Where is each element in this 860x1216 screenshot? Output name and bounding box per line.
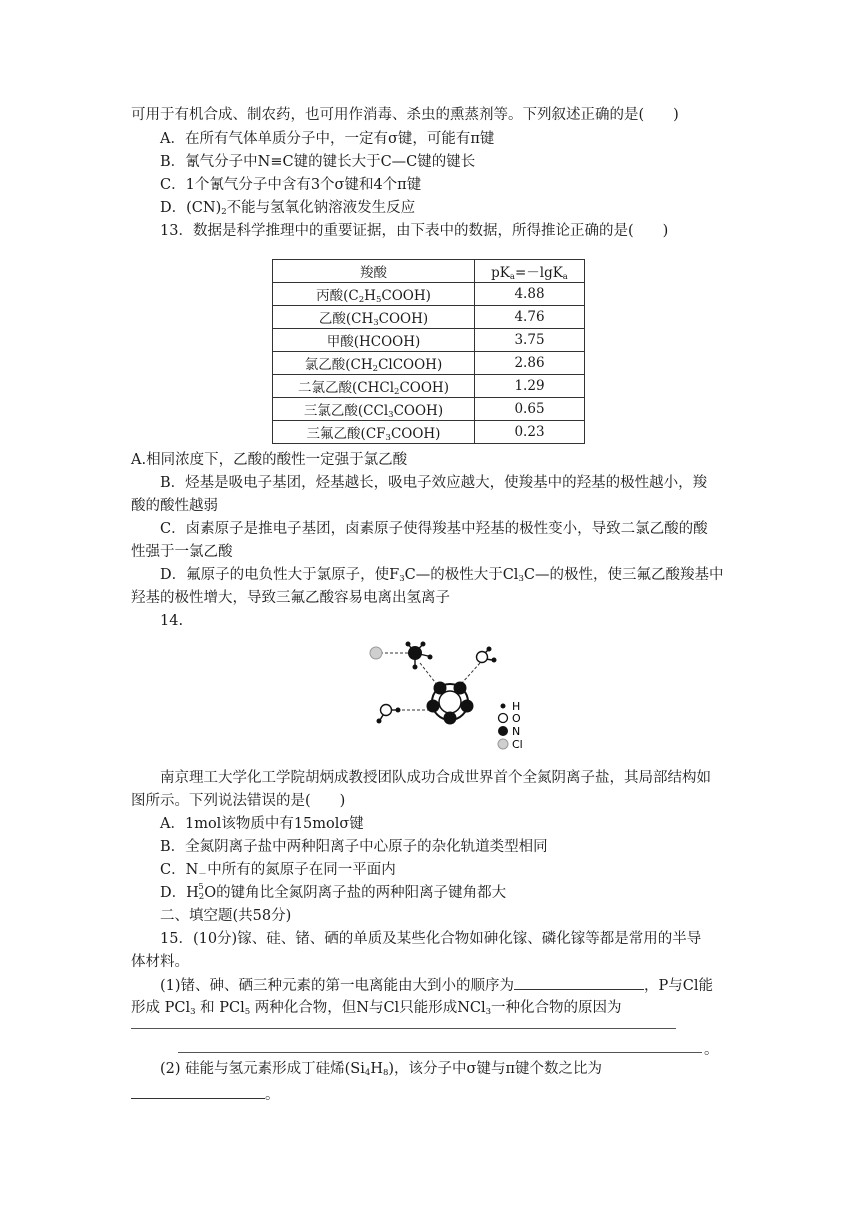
answer-blank[interactable] <box>131 1084 265 1099</box>
h-atom <box>396 708 401 713</box>
q15-part2-line1: (2) 硅能与氢元素形成丁硅烯$(Si_4H_8)$，该分子中σ键与π键个数之比为 <box>160 1061 602 1078</box>
q13-stem: 13．数据是科学推理中的重要证据，由下表中的数据，所得推论正确的是( ) <box>160 223 669 239</box>
acid-name: 甲酸(HCOOH) <box>273 329 475 352</box>
legend-h: H <box>512 700 521 713</box>
h-atom <box>413 665 418 670</box>
q14-option-b: B．全氮阴离子盐中两种阳离子中心原子的杂化轨道类型相同 <box>160 839 548 855</box>
h-atom <box>421 642 426 647</box>
q12-intro: 可用于有机合成、制农药，也可用作消毒、杀虫的熏蒸剂等。下列叙述正确的是( ) <box>131 107 679 123</box>
h-atom <box>428 655 433 660</box>
acid-name: 三氯乙酸(CCl$_3$COOH) <box>273 398 475 421</box>
table-header-row <box>273 260 585 283</box>
q15-part2-line2: 。 <box>131 1084 280 1105</box>
legend-cl: Cl <box>512 738 523 751</box>
q15-stem-line2: 体材料。 <box>131 954 189 970</box>
section-title: 二、填空题(共58分) <box>160 908 292 924</box>
table-row <box>273 352 585 375</box>
n5-ring <box>427 682 474 725</box>
q15-stem-line1: 15．(10分)镓、硅、锗、硒的单质及某些化合物如砷化镓、磷化镓等都是常用的半导 <box>160 931 702 947</box>
q15-part1-end: 。 <box>704 1042 719 1058</box>
answer-line[interactable] <box>131 1028 676 1029</box>
pka-value: 3.75 <box>475 329 585 352</box>
q13-option-b-line2: 酸的酸性越弱 <box>131 498 218 514</box>
h-atom <box>487 647 492 652</box>
q15-part1-line1: (1)锗、砷、硒三种元素的第一电离能由大到小的顺序为 ，P与Cl能 <box>160 975 713 996</box>
legend-n: N <box>512 725 521 738</box>
pka-value: 4.76 <box>475 306 585 329</box>
o-atom <box>381 705 392 716</box>
table-row <box>273 421 585 444</box>
table-row <box>273 329 585 352</box>
q13-option-a: A.相同浓度下，乙酸的酸性一定强于氯乙酸 <box>131 452 408 468</box>
q13-option-c-line2: 性强于一氯乙酸 <box>131 544 233 560</box>
q12-option-a: A．在所有气体单质分子中，一定有σ键，可能有π键 <box>160 131 495 147</box>
h-atom <box>492 658 497 663</box>
acid-name: 二氯乙酸(CHCl$_2$COOH) <box>273 375 475 398</box>
pka-value: 1.29 <box>475 375 585 398</box>
table-row <box>273 375 585 398</box>
header-acid: 羧酸 <box>273 260 475 283</box>
q14-option-c: C．N － 5 中所有的氮原子在同一平面内 <box>160 862 396 892</box>
q12-option-c: C．1个氰气分子中含有3个σ键和4个π键 <box>160 177 422 193</box>
q13-option-b-line1: B．烃基是吸电子基团，烃基越长，吸电子效应越大，使羧基中的羟基的极性越小，羧 <box>160 475 708 491</box>
q13-option-c-line1: C．卤素原子是推电子基团，卤素原子使得羧基中羟基的极性变小，导致二氯乙酸的酸 <box>160 521 708 537</box>
q14-option-a: A．1mol该物质中有15molσ键 <box>160 816 364 832</box>
q13-option-d-line1: D．氟原子的电负性大于氯原子，使$F_3C—$的极性大于$Cl_3C—$的极性，使三氟乙酸羧基中 <box>160 567 724 584</box>
q15-part1-line2: 形成 PCl$_3$ 和 PCl$_5$ 两种化合物，但N与Cl只能形成NCl$_3$一种化合物的原因为 <box>131 1000 622 1017</box>
h-atom <box>406 642 411 647</box>
acid-name: 丙酸$(C_2H_5COOH)$ <box>273 283 475 306</box>
pka-value: 4.88 <box>475 283 585 306</box>
n5-salt-structure-diagram <box>360 638 560 758</box>
table-row <box>273 283 585 306</box>
q12-option-b: B．氰气分子中N≡C键的键长大于C—C键的键长 <box>160 154 476 170</box>
cl-atom <box>370 647 382 659</box>
answer-line[interactable] <box>178 1052 702 1053</box>
acid-name: 氯乙酸$(CH_2ClCOOH)$ <box>273 352 475 375</box>
q14-stem-line1: 南京理工大学化工学院胡炳成教授团队成功合成世界首个全氮阴离子盐，其局部结构如 <box>160 770 711 786</box>
q13-option-d-line2: 羟基的极性增大，导致三氟乙酸容易电离出氢离子 <box>131 590 450 606</box>
table-row <box>273 398 585 421</box>
diagram-legend <box>498 700 523 751</box>
pka-value: 0.23 <box>475 421 585 444</box>
pka-value: 2.86 <box>475 352 585 375</box>
q14-stem-line2: 图所示。下列说法错误的是( ) <box>131 793 346 809</box>
o-atom <box>477 652 488 663</box>
legend-o: O <box>512 712 521 725</box>
pka-value: 0.65 <box>475 398 585 421</box>
answer-blank[interactable] <box>514 975 644 990</box>
q12-option-d: D．$(CN)_2$不能与氢氧化钠溶液发生反应 <box>160 200 416 217</box>
q14-option-d: D．$H_2O$的键角比全氮阴离子盐的两种阳离子键角都大 <box>160 885 507 902</box>
table-row <box>273 306 585 329</box>
acid-table <box>272 259 585 444</box>
acid-name: 三氟乙酸$(CF_3COOH)$ <box>273 421 475 444</box>
n-atom <box>408 646 422 660</box>
h-atom <box>377 719 382 724</box>
acid-name: 乙酸$(CH_3COOH)$ <box>273 306 475 329</box>
header-pka: $pK_a=-\lg K_a$ <box>475 260 585 283</box>
q14-number: 14. <box>160 613 184 629</box>
